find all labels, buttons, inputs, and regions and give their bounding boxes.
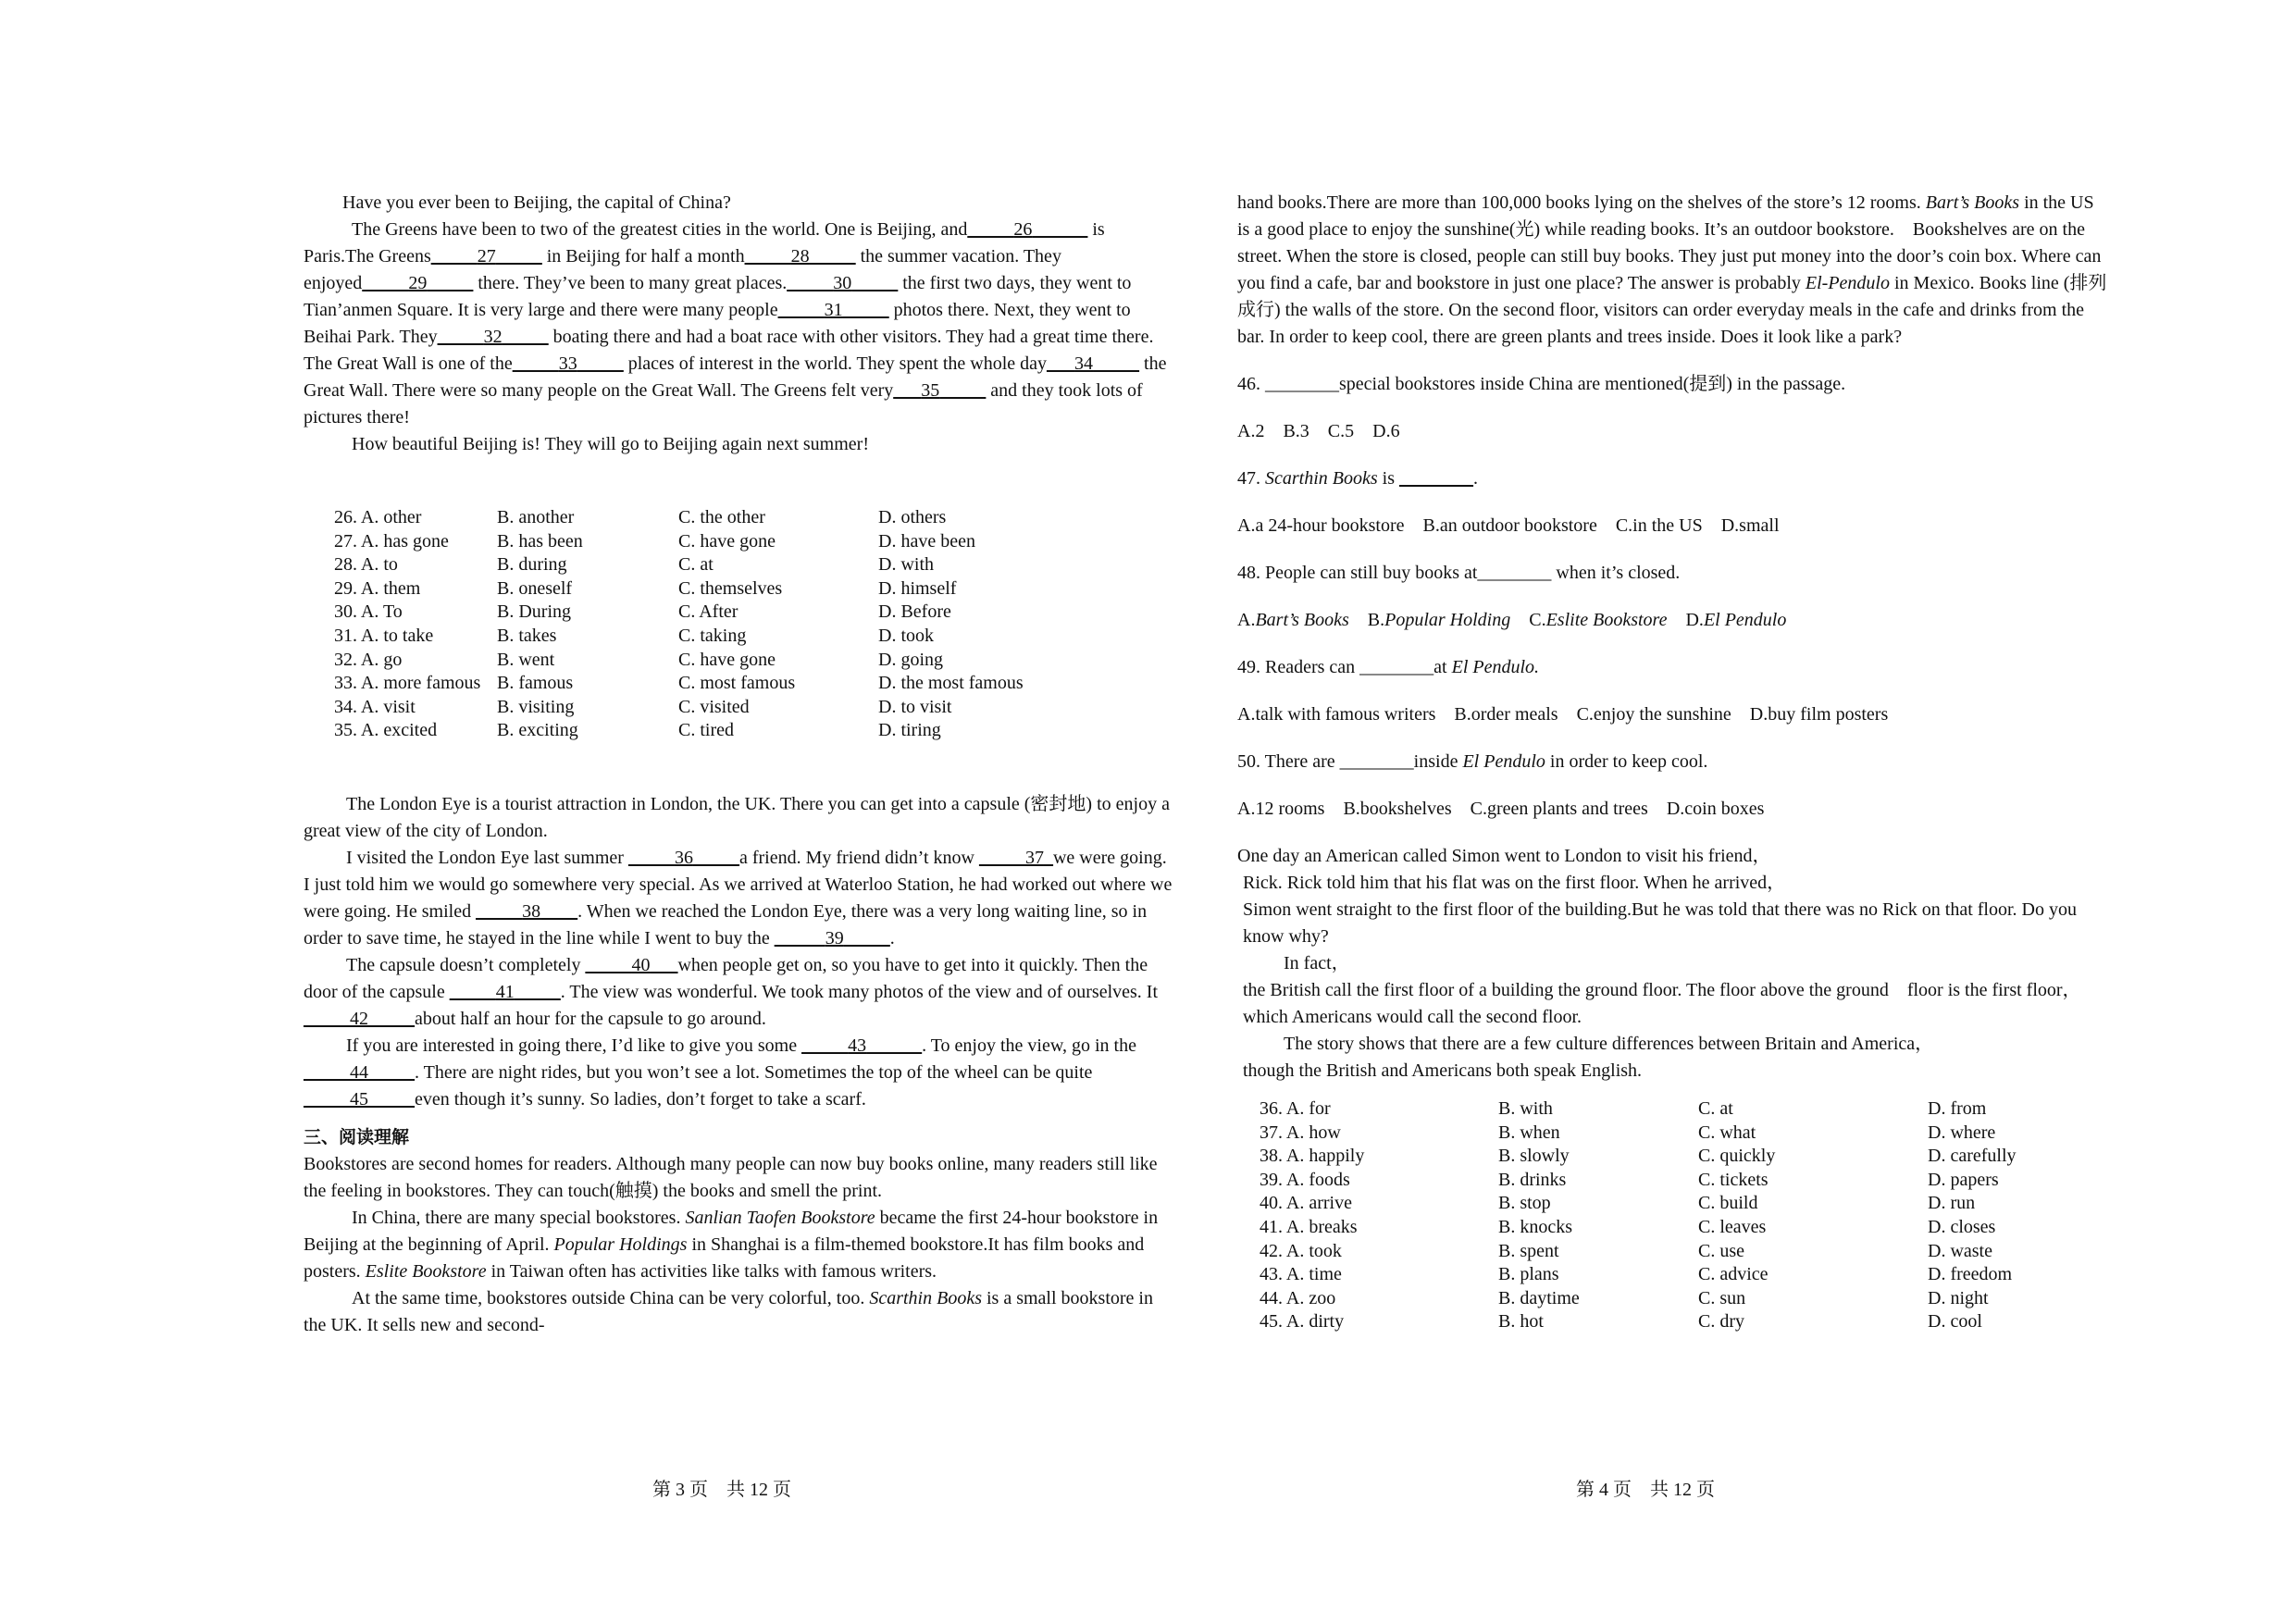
option: B. exciting [497,720,578,741]
passage-line: One day an American called Simon went to London to visit his friend， [1237,846,1771,866]
page-number-left: 第 3 页 共 12 页 [652,1480,791,1500]
option: 38. A. happily [1260,1146,1365,1167]
option: 39. A. foods [1260,1169,1350,1190]
passage-line: the British call the first floor of a building the ground floor. The floor above the ground floor is the first floor， which Americans would call the second floor. [1243,980,2091,1027]
option: C. quickly [1698,1146,1776,1167]
passage-sentence: Have you ever been to Beijing, the capital of China? [342,192,731,213]
option: B. visiting [497,696,575,717]
option: D. night [1928,1287,1989,1308]
option: 32. A. go [334,649,403,670]
option: 35. A. excited [334,720,438,741]
reading-passage [304,1151,1173,1339]
story-passage [1237,843,2107,1085]
passage-line: In fact， [1284,953,1350,973]
question-stem: 49. Readers can ________at El Pendulo. [1237,657,1540,677]
option: C. the other [678,507,765,527]
option: 40. A. arrive [1260,1193,1352,1214]
option: C. build [1698,1193,1758,1214]
question-options: A.a 24-hour bookstore B.an outdoor bookstore C.in the US D.small [1237,515,1780,536]
option: C. visited [678,696,750,717]
question-stem: 47. Scarthin Books is ________. [1237,468,1478,489]
question-49 [1237,654,2107,728]
passage-sentence: How beautiful Beijing is! They will go to Beijing again next summer! [352,434,869,454]
option: C. After [678,601,738,623]
option: C. use [1698,1240,1744,1261]
option: C. have gone [678,530,776,552]
option: D. run [1928,1193,1976,1214]
question-stem: 50. There are ________inside El Pendulo in order to keep cool. [1237,751,1708,772]
option: D. waste [1928,1240,1992,1261]
option: B. famous [497,673,574,694]
option: 44. A. zoo [1260,1287,1336,1308]
option: B. when [1498,1122,1560,1143]
option: 30. A. To [334,601,403,623]
option: C. what [1698,1122,1756,1143]
option: D. himself [878,577,957,599]
passage-paragraph: The Greens have been to two of the greatest cities in the world. One is Beijing, and_____26______ is Paris.The Greens_____27_____ in Beijing for half a month_____28_____ the summer vacation. They enjoyed_____29_____ there. They’ve been to many great places._____30_____ the first two days, they went to Tian’anmen Square. It is very large and there were many people_____31_____ photos there. Next, they went to Beihai Park. They_____32_____ boating there and had a boat race with other visitors. They had a great time there. The Great Wall is one of the_____33_____ places of interest in the world. They spent the whole day___34_____ the Great Wall. There were so many people on the Great Wall. The Greens felt very___35_____ and they took lots of pictures there! [304,219,1167,428]
option: D. carefully [1928,1146,2017,1167]
option: D. tiring [878,720,941,741]
option: D. Before [878,601,951,623]
option: D. from [1928,1098,1987,1119]
option: C. advice [1698,1264,1769,1285]
cloze-passage-2 [304,791,1173,1113]
passage-paragraph: I visited the London Eye last summer _____36_____a friend. My friend didn’t know _____37_we were going. I just told him we would go somewhere very special. As we arrived at Waterloo Station, he had worked out where we were going. He smiled _____38____. When we reached the London Eye, there was a very long waiting line, so in order to save time, he stayed in the line while I went to buy the _____ 39_____. [304,847,1173,948]
option: C. at [1698,1098,1733,1119]
option: 45. A. dirty [1260,1311,1345,1333]
question-stem: 48. People can still buy books at________ when it’s closed. [1237,563,1681,583]
option: D. others [878,507,947,527]
option: D. closes [1928,1216,1996,1237]
option: B. oneself [497,577,573,599]
option: B. drinks [1498,1169,1567,1190]
passage-paragraph: If you are interested in going there, I’d like to give you some _____43______. To enjoy the view, go in the _____44_____. There are night rides, but you won’t see a lot. Sometimes the top of the wheel can be quite _____45_____even though it’s sunny. So ladies, don’t forget to take a scarf. [304,1035,1136,1110]
option: C. dry [1698,1311,1744,1333]
passage-line: Simon went straight to the first floor of the building.But he was told that there was no Rick on that floor. Do you know why? [1243,899,2077,947]
option: D. going [878,649,943,670]
option: B. slowly [1498,1146,1570,1167]
question-46 [1237,371,2107,445]
option: 43. A. time [1260,1264,1342,1285]
option: D. to visit [878,696,952,717]
options-table-26-35 [334,506,1093,743]
question-options: A.12 rooms B.bookshelves C.green plants and trees D.coin boxes [1237,799,1765,819]
option: C. themselves [678,577,783,599]
option: D. with [878,554,934,576]
option: D. cool [1928,1311,1982,1333]
option: B. stop [1498,1193,1551,1214]
question-48 [1237,560,2107,634]
option: B. plans [1498,1264,1559,1285]
option: D. freedom [1928,1264,2013,1285]
option: B. knocks [1498,1216,1572,1237]
option: 29. A. them [334,577,421,599]
option: C. most famous [678,673,796,694]
option: 33. A. more famous [334,673,481,694]
option: D. papers [1928,1169,1999,1190]
left-page [304,190,1173,1339]
section-title: 三、阅读理解 [304,1126,410,1147]
option: C. have gone [678,649,776,670]
question-options: A.2 B.3 C.5 D.6 [1237,421,1400,441]
passage-line: though the British and Americans both speak English. [1243,1060,1643,1081]
passage-paragraph: The capsule doesn’t completely _____40___when people get on, so you have to get into it quickly. Then the door of the capsule _____41_____. The view was wonderful. We took many photos of the view and of ourselves. It _____42_____about half an hour for the capsule to go around. [304,954,1159,1029]
option: C. tickets [1698,1169,1769,1190]
option: D. took [878,625,934,646]
option: 37. A. how [1260,1122,1341,1143]
passage-line: The story shows that there are a few culture differences between Britain and America， [1284,1034,1934,1054]
right-page [1237,190,2107,1334]
question-options: A.talk with famous writers B.order meals C.enjoy the sunshine D.buy film posters [1237,704,1889,725]
option: D. the most famous [878,673,1024,694]
passage-paragraph: The London Eye is a tourist attraction in London, the UK. There you can get into a capsule (密封地) to enjoy a great view of the city of London. [304,793,1170,841]
option: 36. A. for [1260,1098,1331,1119]
page-number-right: 第 4 页 共 12 页 [1576,1480,1715,1500]
option: B. takes [497,625,557,646]
option: B. with [1498,1098,1553,1119]
option: 41. A. breaks [1260,1216,1358,1237]
question-stem: 46. ________special bookstores inside China are mentioned(提到) in the passage. [1237,374,1846,394]
cloze-passage-1 [304,190,1173,458]
option: C. taking [678,625,747,646]
options-table-36-45 [1260,1097,2092,1334]
option: 34. A. visit [334,696,416,717]
passage-line: Rick. Rick told him that his flat was on the first floor. When he arrived， [1243,873,1786,893]
passage-paragraph: Bookstores are second homes for readers. Although many people can now buy books online, many readers still like the feeling in bookstores. They can touch(触摸) the books and smell the print. [304,1153,1158,1201]
option: B. went [497,649,555,670]
option: B. spent [1498,1240,1559,1261]
option: 26. A. other [334,507,422,527]
option: C. sun [1698,1287,1746,1308]
passage-paragraph: At the same time, bookstores outside China can be very colorful, too. Scarthin Books is a small bookstore in the UK. It sells new and second- [304,1287,1153,1335]
option: B. has been [497,530,583,552]
option: B. another [497,507,575,527]
option: B. during [497,554,567,576]
option: D. have been [878,530,975,552]
option: D. where [1928,1122,1996,1143]
option: C. leaves [1698,1216,1767,1237]
question-options: A.Bart’s Books B.Popular Holding C.Eslite Bookstore D.El Pendulo [1237,610,1787,630]
option: B. hot [1498,1311,1544,1333]
question-47 [1237,465,2107,539]
reading-passage-continued [1237,190,2107,351]
option: C. at [678,554,714,576]
passage-paragraph: hand books.There are more than 100,000 books lying on the shelves of the store’s 12 rooms. Bart’s Books in the US is a good place to enjoy the sunshine(光) while reading books. It’s an outdoor bookstore. Bookshelves are on the street. When the store is closed, people can still buy books. They just put money into the door’s coin box. Where can you find a cafe, bar and bookstore in just one place? The answer is probably El-Pendulo in Mexico. Books line (排列成行) the walls of the store. On the second floor, visitors can order everyday meals in the cafe and drinks from the bar. In order to keep cool, there are green plants and trees inside. Does it look like a park? [1237,192,2107,347]
option: 42. A. took [1260,1240,1342,1261]
option: C. tired [678,720,734,741]
option: 31. A. to take [334,625,434,646]
option: B. daytime [1498,1287,1580,1308]
question-50 [1237,749,2107,823]
passage-paragraph: In China, there are many special bookstores. Sanlian Taofen Bookstore became the first 24-hour bookstore in Beijing at the beginning of April. Popular Holdings in Shanghai is a film-themed bookstore.It has film books and posters. Eslite Bookstore in Taiwan often has activities like talks with famous writers. [304,1207,1159,1282]
option: 28. A. to [334,554,398,576]
option: 27. A. has gone [334,530,449,552]
option: B. During [497,601,571,623]
